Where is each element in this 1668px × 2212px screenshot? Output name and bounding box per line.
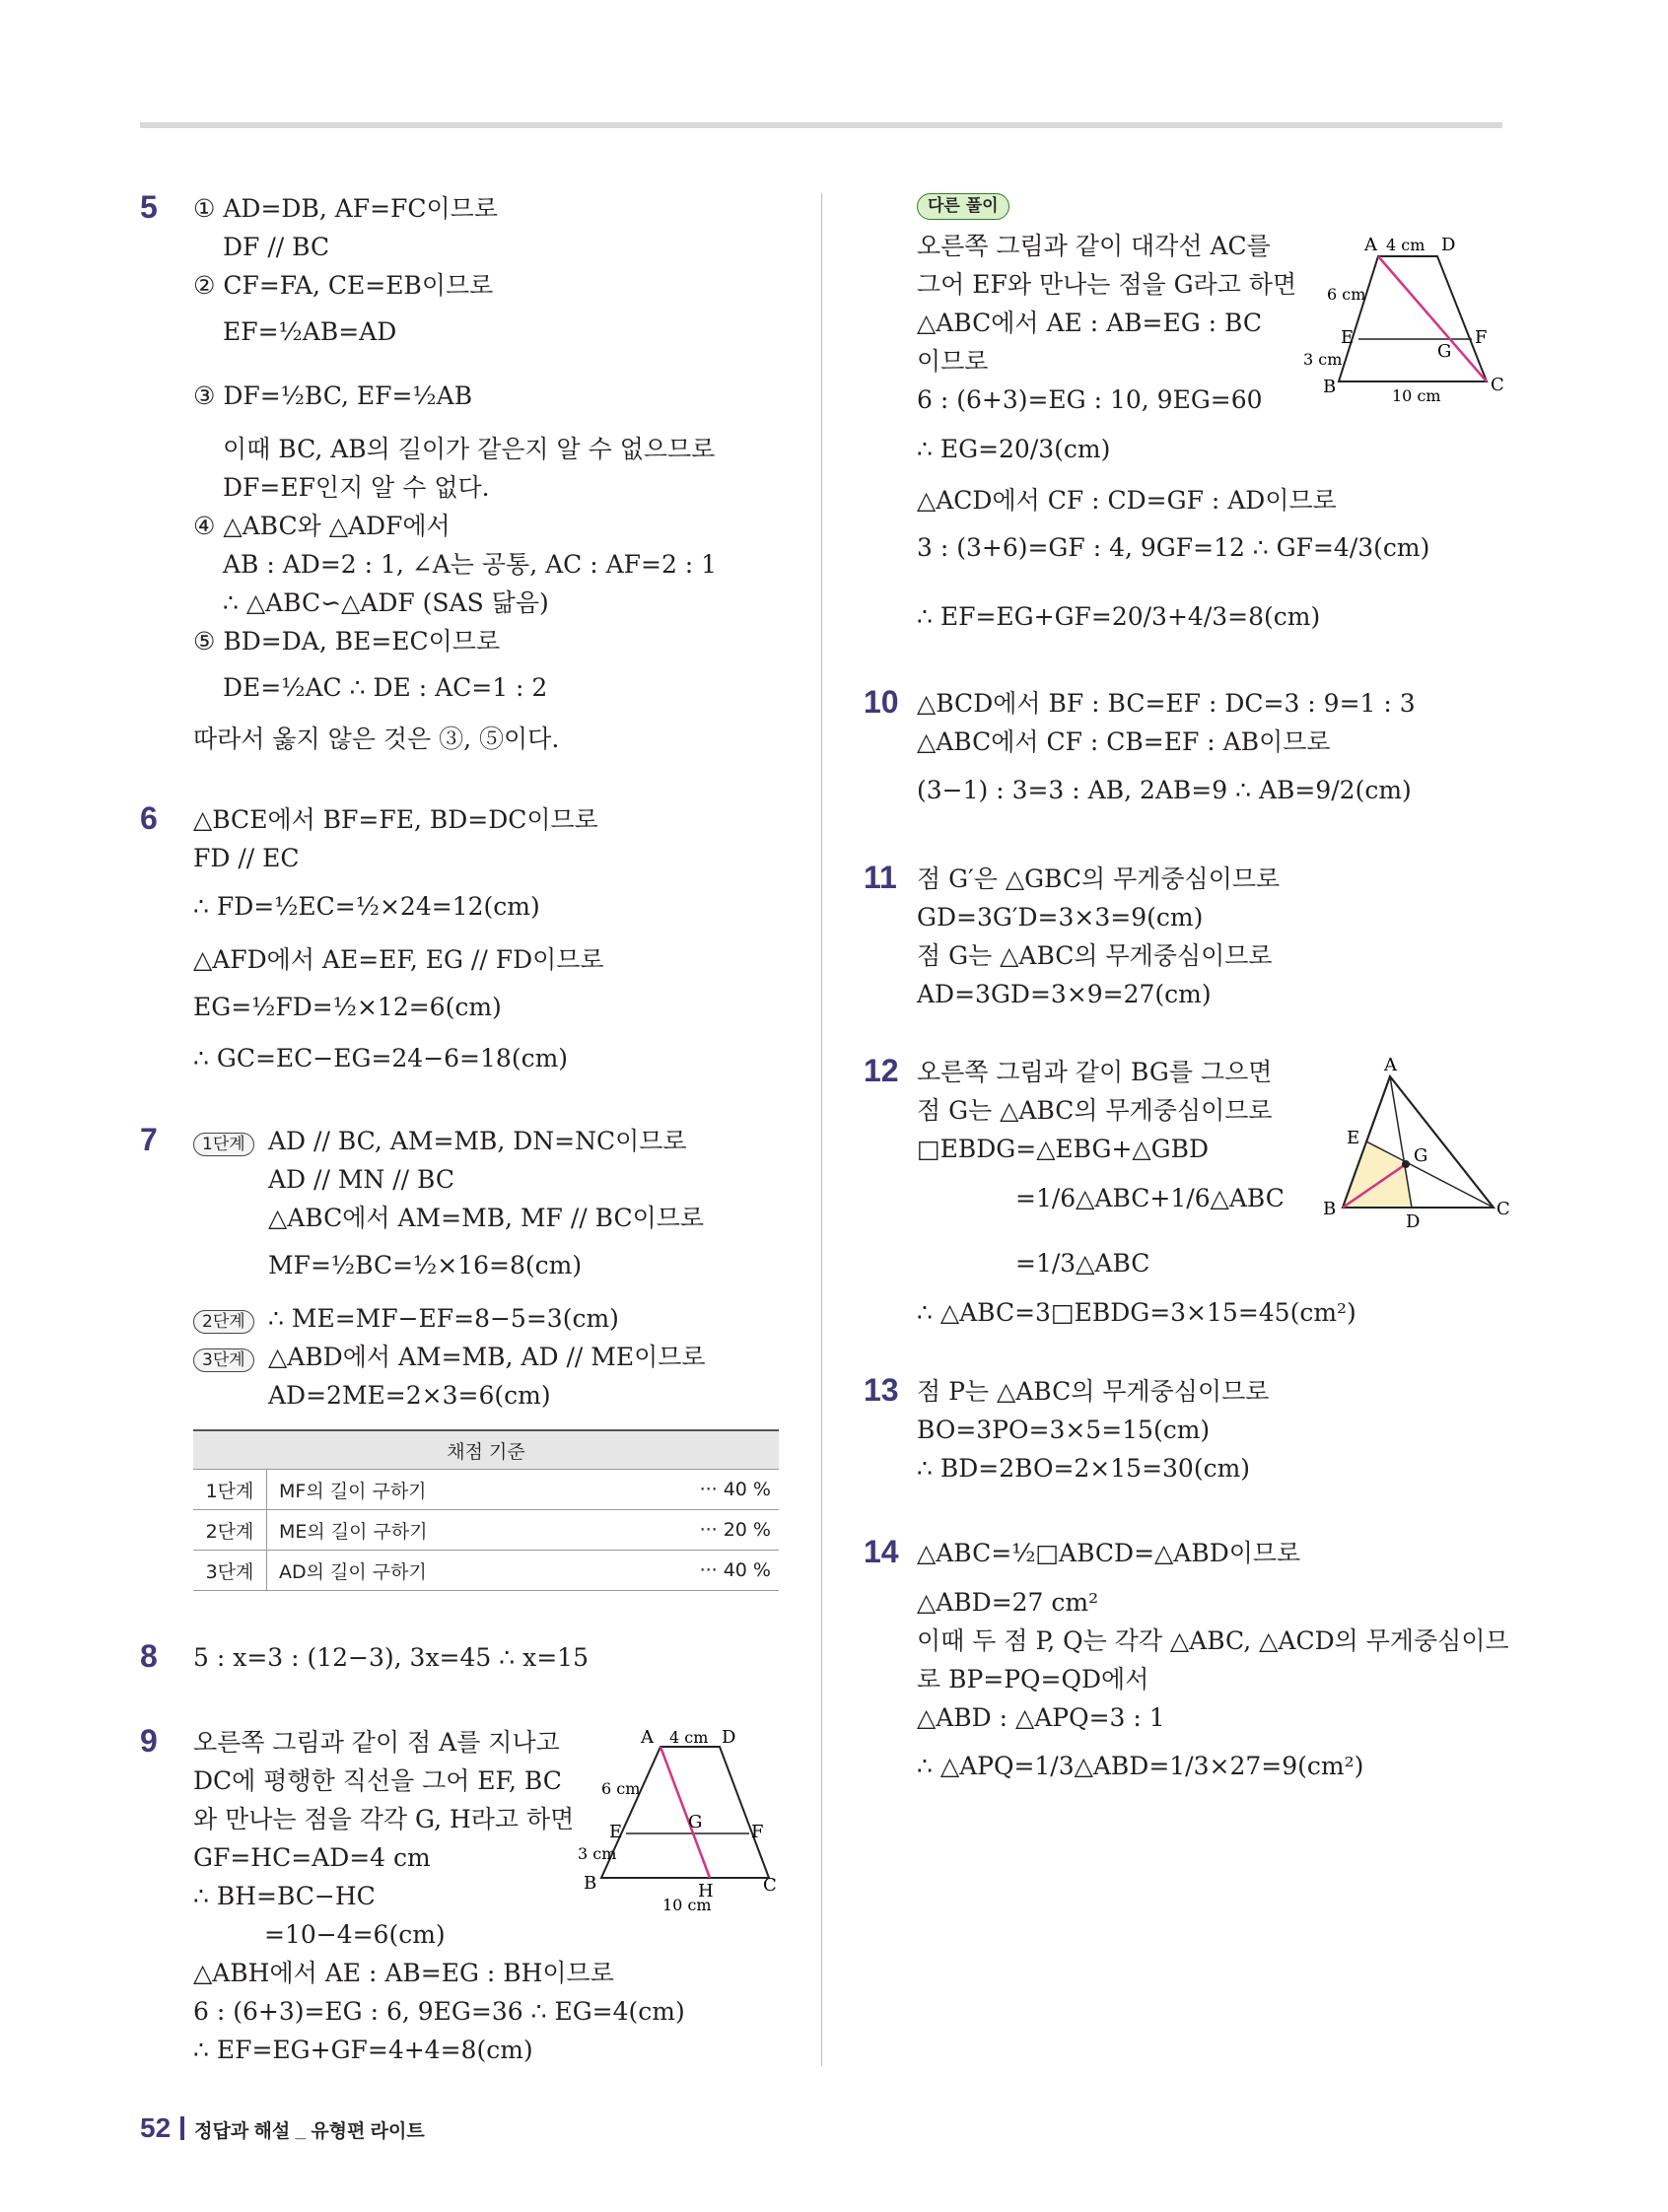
alternative-solution-badge: 다른 풀이 xyxy=(917,193,1009,220)
question-number-7: 7 xyxy=(140,1122,158,1157)
label-H: H xyxy=(698,1881,714,1901)
label-B: B xyxy=(584,1873,597,1894)
stage-cell: 1단계 xyxy=(193,1470,267,1510)
table-row xyxy=(193,1470,779,1510)
alt-line: ∴ EF=EG+GF=20/3+4/3=8(cm) xyxy=(917,602,1321,631)
page-footer xyxy=(140,2112,425,2144)
q9-line: △ABH에서 AE : AB=EG : BH이므로 xyxy=(193,1959,614,1987)
label-D: D xyxy=(1441,235,1456,255)
label-C: C xyxy=(763,1875,777,1896)
q5-line: DF // BC xyxy=(223,233,330,261)
alt-line: 6 : (6+3)=EG : 10, 9EG=60 xyxy=(917,385,1263,414)
q5-line: ∴ △ABC∽△ADF (SAS 닮음) xyxy=(223,588,549,617)
q11-line: 점 G′은 △GBC의 무게중심이므로 xyxy=(917,864,1281,893)
q9-line: ∴ BH=BC−HC xyxy=(193,1882,376,1910)
q12-line: 점 G는 △ABC의 무게중심이므로 xyxy=(917,1096,1273,1125)
q7-line: AD // BC, AM=MB, DN=NC이므로 xyxy=(268,1127,687,1155)
q5-line: AB : AD=2 : 1, ∠A는 공통, AC : AF=2 : 1 xyxy=(223,550,718,579)
q7-line: ∴ ME=MF−EF=8−5=3(cm) xyxy=(268,1304,619,1333)
q5-line: ① AD=DB, AF=FC이므로 xyxy=(193,194,498,223)
label-E: E xyxy=(1341,327,1355,348)
footer-divider xyxy=(180,2116,184,2140)
label-top-length: 4 cm xyxy=(669,1728,709,1747)
alt-line: 오른쪽 그림과 같이 대각선 AC를 xyxy=(917,232,1271,260)
label-bottom-length: 10 cm xyxy=(662,1896,712,1914)
label-D: D xyxy=(722,1727,736,1748)
label-D: D xyxy=(1406,1211,1421,1232)
q5-line: DF=EF인지 알 수 없다. xyxy=(223,473,490,502)
label-F: F xyxy=(751,1822,764,1842)
q5-line: 이때 BC, AB의 길이가 같은지 알 수 없으므로 xyxy=(223,435,716,463)
q7-stage1-badge: 1단계 xyxy=(193,1122,254,1160)
q13-line: BO=3PO=3×5=15(cm) xyxy=(917,1416,1211,1444)
label-C: C xyxy=(1496,1199,1510,1219)
question-number-12: 12 xyxy=(864,1053,899,1088)
q5-line: DE=½AC ∴ DE : AC=1 : 2 xyxy=(223,673,548,702)
q7-line: AD // MN // BC xyxy=(268,1165,455,1194)
q5-line: ② CF=FA, CE=EB이므로 xyxy=(193,271,494,300)
q9-line: GF=HC=AD=4 cm xyxy=(193,1843,431,1872)
q7-stage3-badge: 3단계 xyxy=(193,1338,254,1376)
stage-cell: 3단계 xyxy=(193,1551,267,1591)
desc-cell: AD의 길이 구하기 xyxy=(267,1551,672,1591)
q14-line: △ABD : △APQ=3 : 1 xyxy=(917,1703,1165,1732)
q14-line: 이때 두 점 P, Q는 각각 △ABC, △ACD의 무게중심이므 xyxy=(917,1626,1509,1655)
table-row xyxy=(193,1551,779,1591)
table-row xyxy=(193,1510,779,1551)
q11-line: 점 G는 △ABC의 무게중심이므로 xyxy=(917,941,1273,970)
scoring-header: 채점 기준 xyxy=(193,1430,779,1470)
question-number-6: 6 xyxy=(140,800,158,836)
alt-line: 3 : (3+6)=GF : 4, 9GF=12 ∴ GF=4/3(cm) xyxy=(917,533,1430,562)
q7-stage2-badge: 2단계 xyxy=(193,1299,254,1338)
q6-line: ∴ FD=½EC=½×24=12(cm) xyxy=(193,892,540,921)
question-number-13: 13 xyxy=(864,1372,899,1408)
q12-line: 오른쪽 그림과 같이 BG를 그으면 xyxy=(917,1058,1273,1086)
q14-line: 로 BP=PQ=QD에서 xyxy=(917,1665,1149,1694)
pct-cell: ··· 40 % xyxy=(671,1551,779,1591)
q5-line: ⑤ BD=DA, BE=EC이므로 xyxy=(193,627,501,656)
q6-line: EG=½FD=½×12=6(cm) xyxy=(193,993,502,1021)
q10-line: △ABC에서 CF : CB=EF : AB이므로 xyxy=(917,727,1331,756)
q7-line: △ABD에서 AM=MB, AD // ME이므로 xyxy=(268,1343,706,1371)
trapezoid-figure-alt xyxy=(1299,229,1516,406)
label-G: G xyxy=(688,1812,703,1832)
q7-line: MF=½BC=½×16=8(cm) xyxy=(268,1251,583,1279)
q10-line: △BCD에서 BF : BC=EF : DC=3 : 9=1 : 3 xyxy=(917,689,1416,718)
triangle-figure-q12 xyxy=(1311,1055,1508,1232)
footer-title: 정답과 해설 _ 유형편 라이트 xyxy=(194,2121,425,2142)
q5-line: ③ DF=½BC, EF=½AB xyxy=(193,381,473,410)
q13-line: 점 P는 △ABC의 무게중심이므로 xyxy=(917,1377,1270,1406)
q9-line: ∴ EF=EG+GF=4+4=8(cm) xyxy=(193,2036,533,2064)
q7-line: AD=2ME=2×3=6(cm) xyxy=(268,1381,551,1410)
stage-cell: 2단계 xyxy=(193,1510,267,1551)
q7-line: △ABC에서 AM=MB, MF // BC이므로 xyxy=(268,1204,705,1232)
q6-line: ∴ GC=EC−EG=24−6=18(cm) xyxy=(193,1044,569,1072)
label-G: G xyxy=(1414,1145,1428,1166)
alt-line: ∴ EG=20/3(cm) xyxy=(917,435,1111,463)
page-number: 52 xyxy=(140,2112,172,2143)
q11-line: GD=3G′D=3×3=9(cm) xyxy=(917,903,1204,932)
question-number-10: 10 xyxy=(864,684,899,720)
label-B: B xyxy=(1323,377,1337,397)
label-A: A xyxy=(1384,1055,1397,1075)
label-B: B xyxy=(1323,1199,1337,1219)
q5-line: 따라서 옳지 않은 것은 ③, ⑤이다. xyxy=(193,725,560,753)
q9-line: 와 만나는 점을 각각 G, H라고 하면 xyxy=(193,1805,575,1833)
q12-line: ∴ △ABC=3□EBDG=3×15=45(cm²) xyxy=(917,1298,1356,1327)
label-E: E xyxy=(1347,1128,1360,1148)
question-number-11: 11 xyxy=(864,860,897,895)
q14-line: ∴ △APQ=1/3△ABD=1/3×27=9(cm²) xyxy=(917,1752,1364,1780)
question-number-8: 8 xyxy=(140,1638,158,1674)
desc-cell: MF의 길이 구하기 xyxy=(267,1470,672,1510)
q14-line: △ABD=27 cm² xyxy=(917,1588,1099,1617)
desc-cell: ME의 길이 구하기 xyxy=(267,1510,672,1551)
q14-line: △ABC=½□ABCD=△ABD이므로 xyxy=(917,1539,1301,1567)
label-C: C xyxy=(1491,375,1504,395)
label-G: G xyxy=(1437,341,1452,362)
label-bottom-length: 10 cm xyxy=(1392,386,1441,405)
q9-line: =10−4=6(cm) xyxy=(264,1920,446,1949)
q12-line: □EBDG=△EBG+△GBD xyxy=(917,1135,1210,1163)
alt-line: 그어 EF와 만나는 점을 G라고 하면 xyxy=(917,270,1297,299)
pct-cell: ··· 20 % xyxy=(671,1510,779,1551)
label-A: A xyxy=(641,1727,654,1748)
alt-line: 이므로 xyxy=(917,347,989,376)
label-side-6cm: 6 cm xyxy=(1327,285,1366,304)
question-number-9: 9 xyxy=(140,1723,158,1759)
pct-cell: ··· 40 % xyxy=(671,1470,779,1510)
column-divider xyxy=(821,193,822,2066)
question-number-14: 14 xyxy=(864,1534,899,1569)
q9-line: DC에 평행한 직선을 그어 EF, BC xyxy=(193,1766,562,1795)
q5-line: ④ △ABC와 △ADF에서 xyxy=(193,512,451,540)
alt-line: △ACD에서 CF : CD=GF : AD이므로 xyxy=(917,486,1337,515)
q12-line: =1/6△ABC+1/6△ABC xyxy=(1015,1184,1285,1212)
label-side-6cm: 6 cm xyxy=(601,1779,641,1798)
question-number-5: 5 xyxy=(140,189,158,225)
q8-line: 5 : x=3 : (12−3), 3x=45 ∴ x=15 xyxy=(193,1643,589,1672)
trapezoid-figure-q9 xyxy=(572,1725,789,1912)
top-rule xyxy=(140,122,1502,128)
label-E: E xyxy=(609,1822,623,1842)
scoring-table xyxy=(193,1429,779,1591)
q6-line: △AFD에서 AE=EF, EG // FD이므로 xyxy=(193,945,604,974)
q10-line: (3−1) : 3=3 : AB, 2AB=9 ∴ AB=9/2(cm) xyxy=(917,776,1412,804)
q9-line: 6 : (6+3)=EG : 6, 9EG=36 ∴ EG=4(cm) xyxy=(193,1997,685,2026)
label-F: F xyxy=(1475,327,1488,348)
label-side-3cm: 3 cm xyxy=(1303,350,1343,369)
label-A: A xyxy=(1364,235,1377,255)
alt-line: △ABC에서 AE : AB=EG : BC xyxy=(917,309,1262,337)
label-top-length: 4 cm xyxy=(1386,236,1425,254)
label-side-3cm: 3 cm xyxy=(578,1844,617,1863)
q12-line: =1/3△ABC xyxy=(1015,1249,1150,1278)
q13-line: ∴ BD=2BO=2×15=30(cm) xyxy=(917,1454,1251,1483)
q5-line: EF=½AB=AD xyxy=(223,317,397,346)
q9-line: 오른쪽 그림과 같이 점 A를 지나고 xyxy=(193,1728,560,1757)
q11-line: AD=3GD=3×9=27(cm) xyxy=(917,980,1212,1008)
q6-line: △BCE에서 BF=FE, BD=DC이므로 xyxy=(193,805,598,834)
q6-line: FD // EC xyxy=(193,844,300,872)
